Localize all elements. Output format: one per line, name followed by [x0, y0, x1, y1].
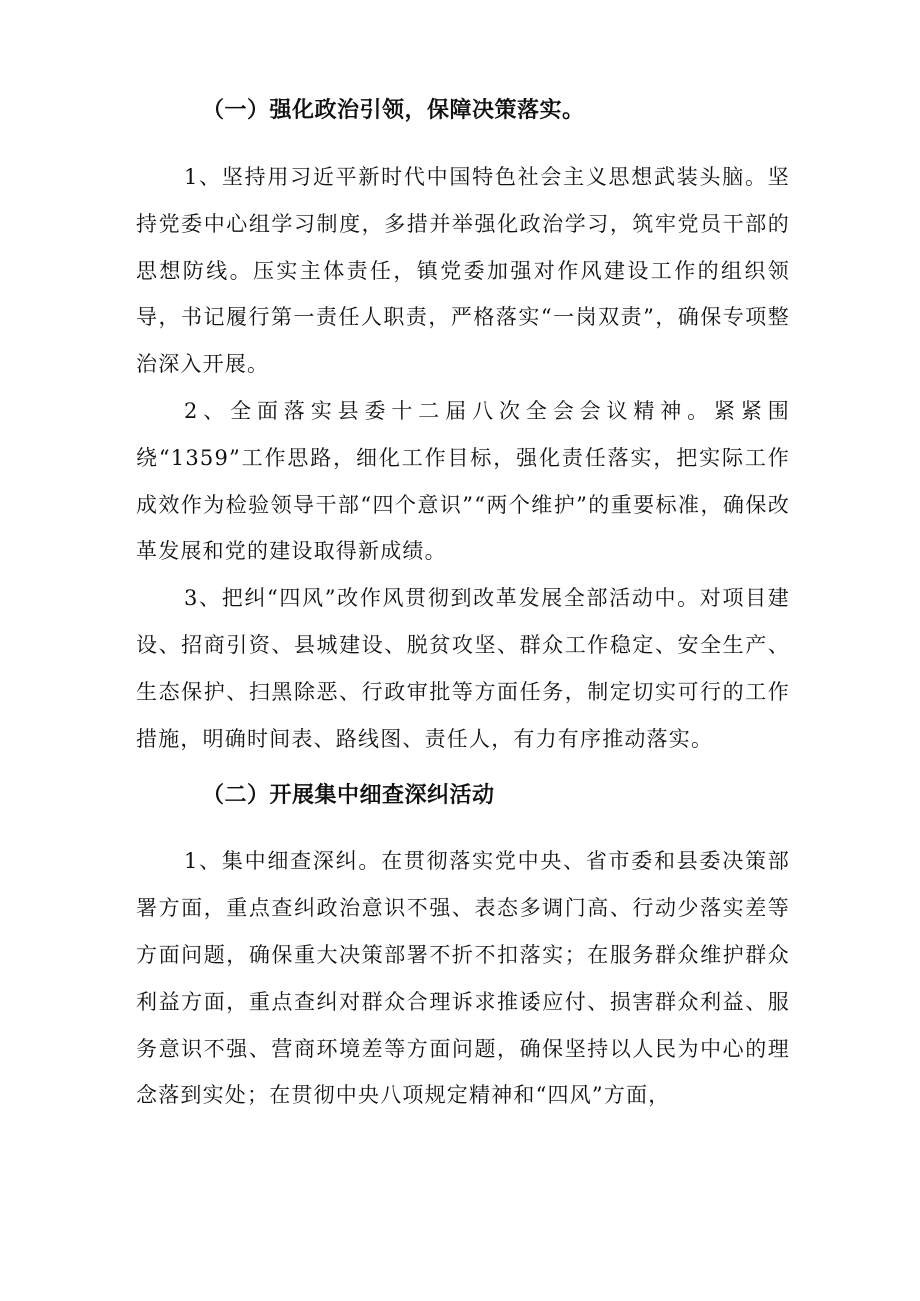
paragraph-2-1: 1、集中细查深纠。在贯彻落实党中央、省市委和县委决策部署方面，重点查纠政治意识不强、表态多调门高、行动少落实差等方面问题，确保重大决策部署不折不扣落实；在服务群众维护群众利益方面，重点查纠对群众合理诉求推诿应付、损害群众利益、服务意识不强、营商环境差等方面问题，确保坚持以人民为中心的理念落到实处；在贯彻中央八项规定精神和“四风”方面，	[136, 849, 790, 1108]
paragraph-1-2: 2、全面落实县委十二届八次全会会议精神。紧紧围绕“1359”工作思路，细化工作目标，强化责任落实，把实际工作成效作为检验领导干部“四个意识”“两个维护”的重要标准，确保改革发展和党的建设取得新成绩。	[136, 398, 790, 564]
section-heading-2: （二）开展集中细查深纠活动	[202, 783, 495, 809]
paragraph-1-1: 1、坚持用习近平新时代中国特色社会主义思想武装头脑。坚持党委中心组学习制度，多措并举强化政治学习，筑牢党员干部的思想防线。压实主体责任，镇党委加强对作风建设工作的组织领导，书记履行第一责任人职责，严格落实“一岗双责”，确保专项整治深入开展。	[136, 165, 790, 377]
paragraph-1-3: 3、把纠“四风”改作风贯彻到改革发展全部活动中。对项目建设、招商引资、县城建设、脱贫攻坚、群众工作稳定、安全生产、生态保护、扫黑除恶、行政审批等方面任务，制定切实可行的工作措施，明确时间表、路线图、责任人，有力有序推动落实。	[136, 586, 790, 751]
document-body	[136, 90, 790, 1119]
section-heading-1: （一）强化政治引领，保障决策落实。	[202, 98, 585, 123]
